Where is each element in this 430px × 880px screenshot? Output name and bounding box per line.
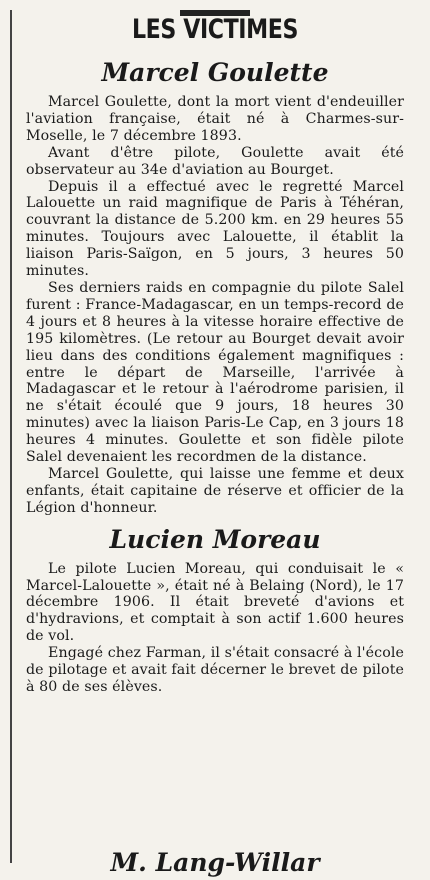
section-title: LES VICTIMES bbox=[131, 14, 299, 45]
article-paragraph: Marcel Goulette, dont la mort vient d'endeuiller l'aviation française, était né à Charmes-sur-Moselle, le 7 décembre 1893. bbox=[26, 94, 404, 144]
article-paragraph: Depuis il a effectué avec le regretté Marcel Lalouette un raid magnifique de Paris à Téhéran, couvrant la distance de 5.200 km. en 29 heures 55 minutes. Toujours avec Lalouette, il établit la liaison Paris-Saïgon, en 5 jours, 3 heures 50 minutes. bbox=[26, 178, 404, 280]
article-name: Marcel Goulette bbox=[101, 58, 329, 87]
article-goulette bbox=[0, 56, 430, 517]
article-moreau bbox=[0, 523, 430, 696]
article-paragraph: Marcel Goulette, qui laisse une femme et deux enfants, était capitaine de réserve et officier de la Légion d'honneur. bbox=[26, 465, 404, 516]
article-paragraph: Le pilote Lucien Moreau, qui conduisait le « Marcel-Lalouette », était né à Belaing (Nord), le 17 décembre 1906. Il était breveté d'avions et d'hydravions, et comptait à son actif 1.600 heures de vol. bbox=[26, 560, 404, 645]
article-paragraph: Ses derniers raids en compagnie du pilote Salel furent : France-Madagascar, en un temps-record de 4 jours et 8 heures à la vitesse horaire effective de 195 kilomètres. (Le retour au Bourget devait avoir lieu dans des conditions également magnifiques : entre le départ de Marseille, l'arrivée à Madagascar et le retour à l'aérodrome parisien, il ne s'était écoulé que 9 jours, 18 heures 30 minutes) avec la liaison Paris-Le Cap, en 3 jours 18 heures 4 minutes. Goulette et son fidèle pilote Salel devenaient les recordmen de la distance. bbox=[26, 279, 404, 466]
next-article-name: M. Lang-Willar bbox=[110, 848, 320, 877]
article-paragraph: Avant d'être pilote, Goulette avait été observateur au 34e d'aviation au Bourget. bbox=[26, 144, 404, 178]
article-name: Lucien Moreau bbox=[109, 524, 321, 554]
column-rule bbox=[10, 10, 12, 863]
article-paragraph: Engagé chez Farman, il s'était consacré à l'école de pilotage et avait fait décerner le brevet de pilote à 80 de ses élèves. bbox=[26, 645, 404, 695]
